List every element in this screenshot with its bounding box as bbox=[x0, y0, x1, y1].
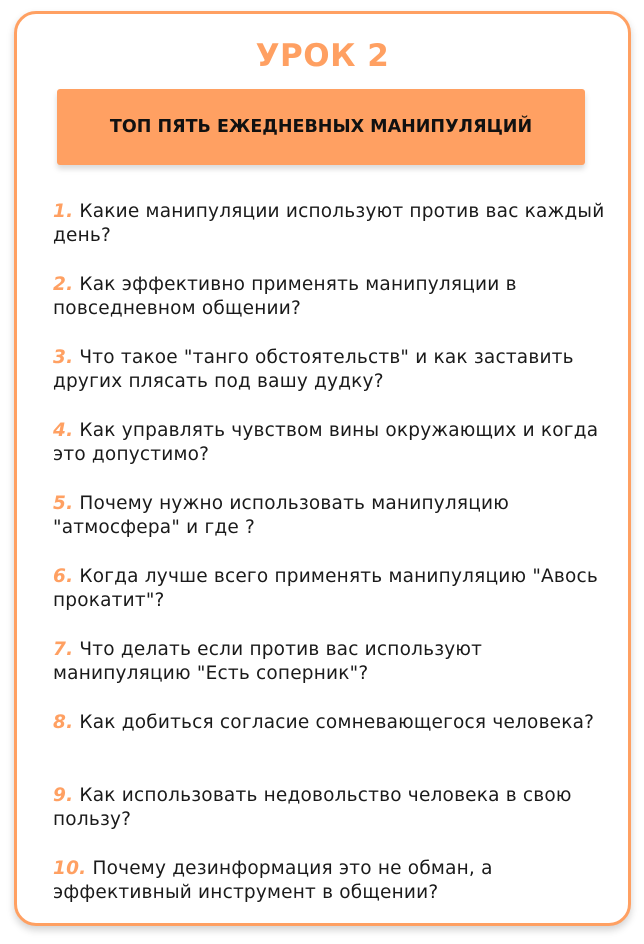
item-number: 6. bbox=[53, 566, 74, 587]
item-number: 8. bbox=[53, 712, 74, 733]
item-number: 3. bbox=[53, 347, 74, 368]
list-item bbox=[53, 857, 613, 930]
item-text: Почему дезинформация это не обман, а эффективный инструмент в общении? bbox=[53, 858, 493, 903]
item-number: 7. bbox=[53, 639, 74, 660]
item-text: Что делать если против вас используют манипуляцию "Есть соперник"? bbox=[53, 639, 483, 684]
lesson-title: УРОК 2 bbox=[255, 38, 390, 74]
list-item bbox=[53, 419, 613, 492]
list-item bbox=[53, 200, 613, 273]
item-number: 1. bbox=[53, 201, 74, 222]
item-text: Как использовать недовольство человека в свою пользу? bbox=[53, 785, 572, 830]
item-text: Когда лучше всего применять манипуляцию "Авось прокатит"? bbox=[53, 566, 598, 611]
list-item bbox=[53, 638, 613, 711]
list-item bbox=[53, 565, 613, 638]
item-text: Как эффективно применять манипуляции в повседневном общении? bbox=[53, 274, 517, 319]
question-list bbox=[53, 200, 613, 930]
item-number: 10. bbox=[53, 858, 87, 879]
lesson-card bbox=[14, 11, 631, 926]
item-text: Как добиться согласие сомневающегося человека? bbox=[79, 712, 595, 733]
topic-banner-text: ТОП ПЯТЬ ЕЖЕДНЕВНЫХ МАНИПУЛЯЦИЙ bbox=[109, 117, 533, 137]
item-text: Какие манипуляции используют против вас каждый день? bbox=[53, 201, 605, 246]
item-number: 4. bbox=[53, 420, 74, 441]
list-item bbox=[53, 711, 613, 784]
list-item bbox=[53, 273, 613, 346]
item-number: 9. bbox=[53, 785, 74, 806]
item-text: Почему нужно использовать манипуляцию "атмосфера" и где ? bbox=[53, 493, 510, 538]
list-item bbox=[53, 492, 613, 565]
list-item bbox=[53, 784, 613, 857]
item-text: Как управлять чувством вины окружающих и когда это допустимо? bbox=[53, 420, 599, 465]
item-number: 5. bbox=[53, 493, 74, 514]
list-item bbox=[53, 346, 613, 419]
item-text: Что такое "танго обстоятельств" и как заставить других плясать под вашу дудку? bbox=[53, 347, 574, 392]
item-number: 2. bbox=[53, 274, 74, 295]
topic-banner bbox=[57, 89, 585, 165]
